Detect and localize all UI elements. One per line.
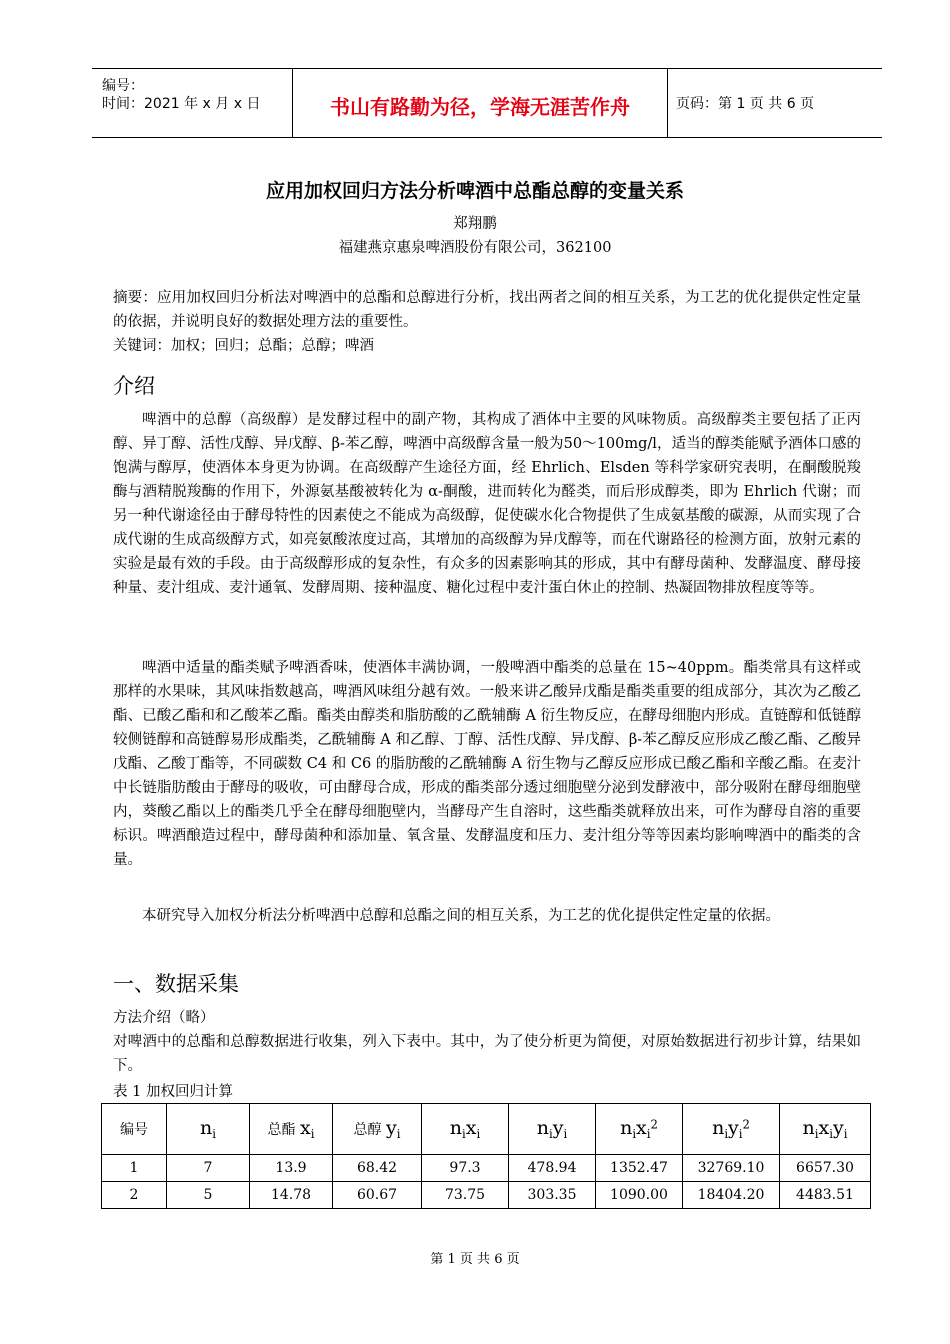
cell: 13.9 [250,1155,333,1182]
page-header [92,68,882,138]
col-header-niyi2: $n_iy_i^2$ [683,1104,780,1155]
header-meta [92,69,292,137]
cell: 14.78 [250,1182,333,1209]
col-header-ni: $n_i$ [167,1104,250,1155]
cell: 68.42 [333,1155,422,1182]
col-header-nixiyi: $n_ix_iy_i$ [780,1104,871,1155]
intro-paragraph-3: 本研究导入加权分析法分析啤酒中总醇和总酯之间的相互关系，为工艺的优化提供定性定量的依据。 [142,908,780,924]
cell: 6657.30 [780,1155,871,1182]
page-info: 页码：第 1 页 共 6 页 [676,96,815,112]
cell: 32769.10 [683,1155,780,1182]
intro-paragraph-2: 啤酒中适量的酯类赋予啤酒香味，使酒体丰满协调，一般啤酒中酯类的总量在 15~40ppm。酯类常具有这样或那样的水果味，其风味指数越高，啤酒风味组分越有效。一般来讲乙酸异戊酯是酯类重要的组成部分，其次为乙酸乙酯、已酸乙酯和和乙酸苯乙酯。酯类由醇类和脂肪酸的乙酰辅酶 A 衍生物反应，在酵母细胞内形成。直链醇和低链醇较侧链醇和高链醇易形成酯类，乙酰辅酶 A 和乙醇、丁醇、活性戊醇、异戊醇、β-苯乙醇反应形成乙酸乙酯、乙酸异戊酯、乙酸丁酯等，不同碳数 C4 和 C6 的脂肪酸的乙酰辅酶 A 衍生物与乙醇反应形成已酸乙酯和辛酸乙酯。在麦汁中长链脂肪酸由于酵母的吸收，可由酵母合成，形成的酯类部分透过细胞壁分泌到发酵液中，部分吸附在酵母细胞壁内，葵酸乙酯以上的酯类几乎全在酵母细胞壁内，当酵母产生自溶时，这些酯类就释放出来，可作为酵母自溶的重要标识。啤酒酿造过程中，酵母菌种和添加量、氧含量、发酵温度和压力、麦汁组分等等因素均影响啤酒中的酯类的含量。 [113,660,861,868]
table-header-row [102,1104,871,1155]
col-header-nixi: $n_ix_i$ [422,1104,509,1155]
regression-table [101,1103,871,1209]
table-row [102,1155,871,1182]
section1-description: 对啤酒中的总酯和总醇数据进行收集，列入下表中。其中，为了使分析更为简便，对原始数据进行初步计算，结果如下。 [113,1034,861,1074]
cell: 4483.51 [780,1182,871,1209]
section1-heading: 一、数据采集 [113,972,239,996]
cell: 7 [167,1155,250,1182]
abstract: 摘要：应用加权回归分析法对啤酒中的总酯和总醇进行分析，找出两者之间的相互关系，为工艺的优化提供定性定量的依据，并说明良好的数据处理方法的重要性。 [113,290,861,330]
keywords: 关键词：加权；回归；总酯；总醇；啤酒 [113,338,374,354]
cell: 2 [102,1182,167,1209]
col-header-nixi2: $n_ix_i^2$ [596,1104,683,1155]
table-row [102,1182,871,1209]
page-footer: 第 1 页 共 6 页 [430,1252,520,1267]
table-caption: 表 1 加权回归计算 [113,1084,233,1100]
col-header-niyi: $n_iy_i$ [509,1104,596,1155]
cell: 478.94 [509,1155,596,1182]
cell: 1352.47 [596,1155,683,1182]
cell: 73.75 [422,1182,509,1209]
col-header-xi: 总酯 $x_i$ [250,1104,333,1155]
cell: 1090.00 [596,1182,683,1209]
motto: 书山有路勤为径，学海无涯苦作舟 [330,95,630,119]
method-note: 方法介绍（略） [113,1010,215,1026]
cell: 5 [167,1182,250,1209]
col-header-no: 编号 [102,1104,167,1155]
cell: 1 [102,1155,167,1182]
author: 郑翔鹏 [453,216,497,232]
cell: 60.67 [333,1182,422,1209]
time-label: 时间：2021 年 x 月 x 日 [102,96,261,112]
col-header-yi: 总醇 $y_i$ [333,1104,422,1155]
cell: 97.3 [422,1155,509,1182]
affiliation: 福建燕京惠泉啤酒股份有限公司，362100 [338,240,612,256]
intro-paragraph-1: 啤酒中的总醇（高级醇）是发酵过程中的副产物，其构成了酒体中主要的风味物质。高级醇类主要包括了正丙醇、异丁醇、活性戊醇、异戊醇、β-苯乙醇，啤酒中高级醇含量一般为50～100mg/l，适当的醇类能赋予酒体口感的饱满与醇厚，使酒体本身更为协调。在高级醇产生途径方面，经 Ehrlich、Elsden 等科学家研究表明，在酮酸脱羧酶与酒精脱羧酶的作用下，外源氨基酸被转化为 α-酮酸，进而转化为醛类，而后形成醇类，即为 Ehrlich 代谢；而另一种代谢途径由于酵母特性的因素使之不能成为高级醇，促使碳水化合物提供了生成氨基酸的碳源，从而实现了合成代谢的生成高级醇方式，如亮氨酸浓度过高，其增加的高级醇为异戊醇等，而在代谢路径的检测方面，放射元素的实验是最有效的手段。由于高级醇形成的复杂性，有众多的因素影响其的形成，其中有酵母菌种、发酵温度、酵母接种量、麦汁组成、麦汁通氧、发酵周期、接种温度、糖化过程中麦汁蛋白休止的控制、热凝固物排放程度等等。 [113,412,861,596]
cell: 303.35 [509,1182,596,1209]
intro-heading: 介绍 [113,374,155,398]
header-motto-cell [292,69,668,137]
cell: 18404.20 [683,1182,780,1209]
paper-title: 应用加权回归方法分析啤酒中总酯总醇的变量关系 [265,180,684,202]
number-label: 编号： [102,78,144,94]
